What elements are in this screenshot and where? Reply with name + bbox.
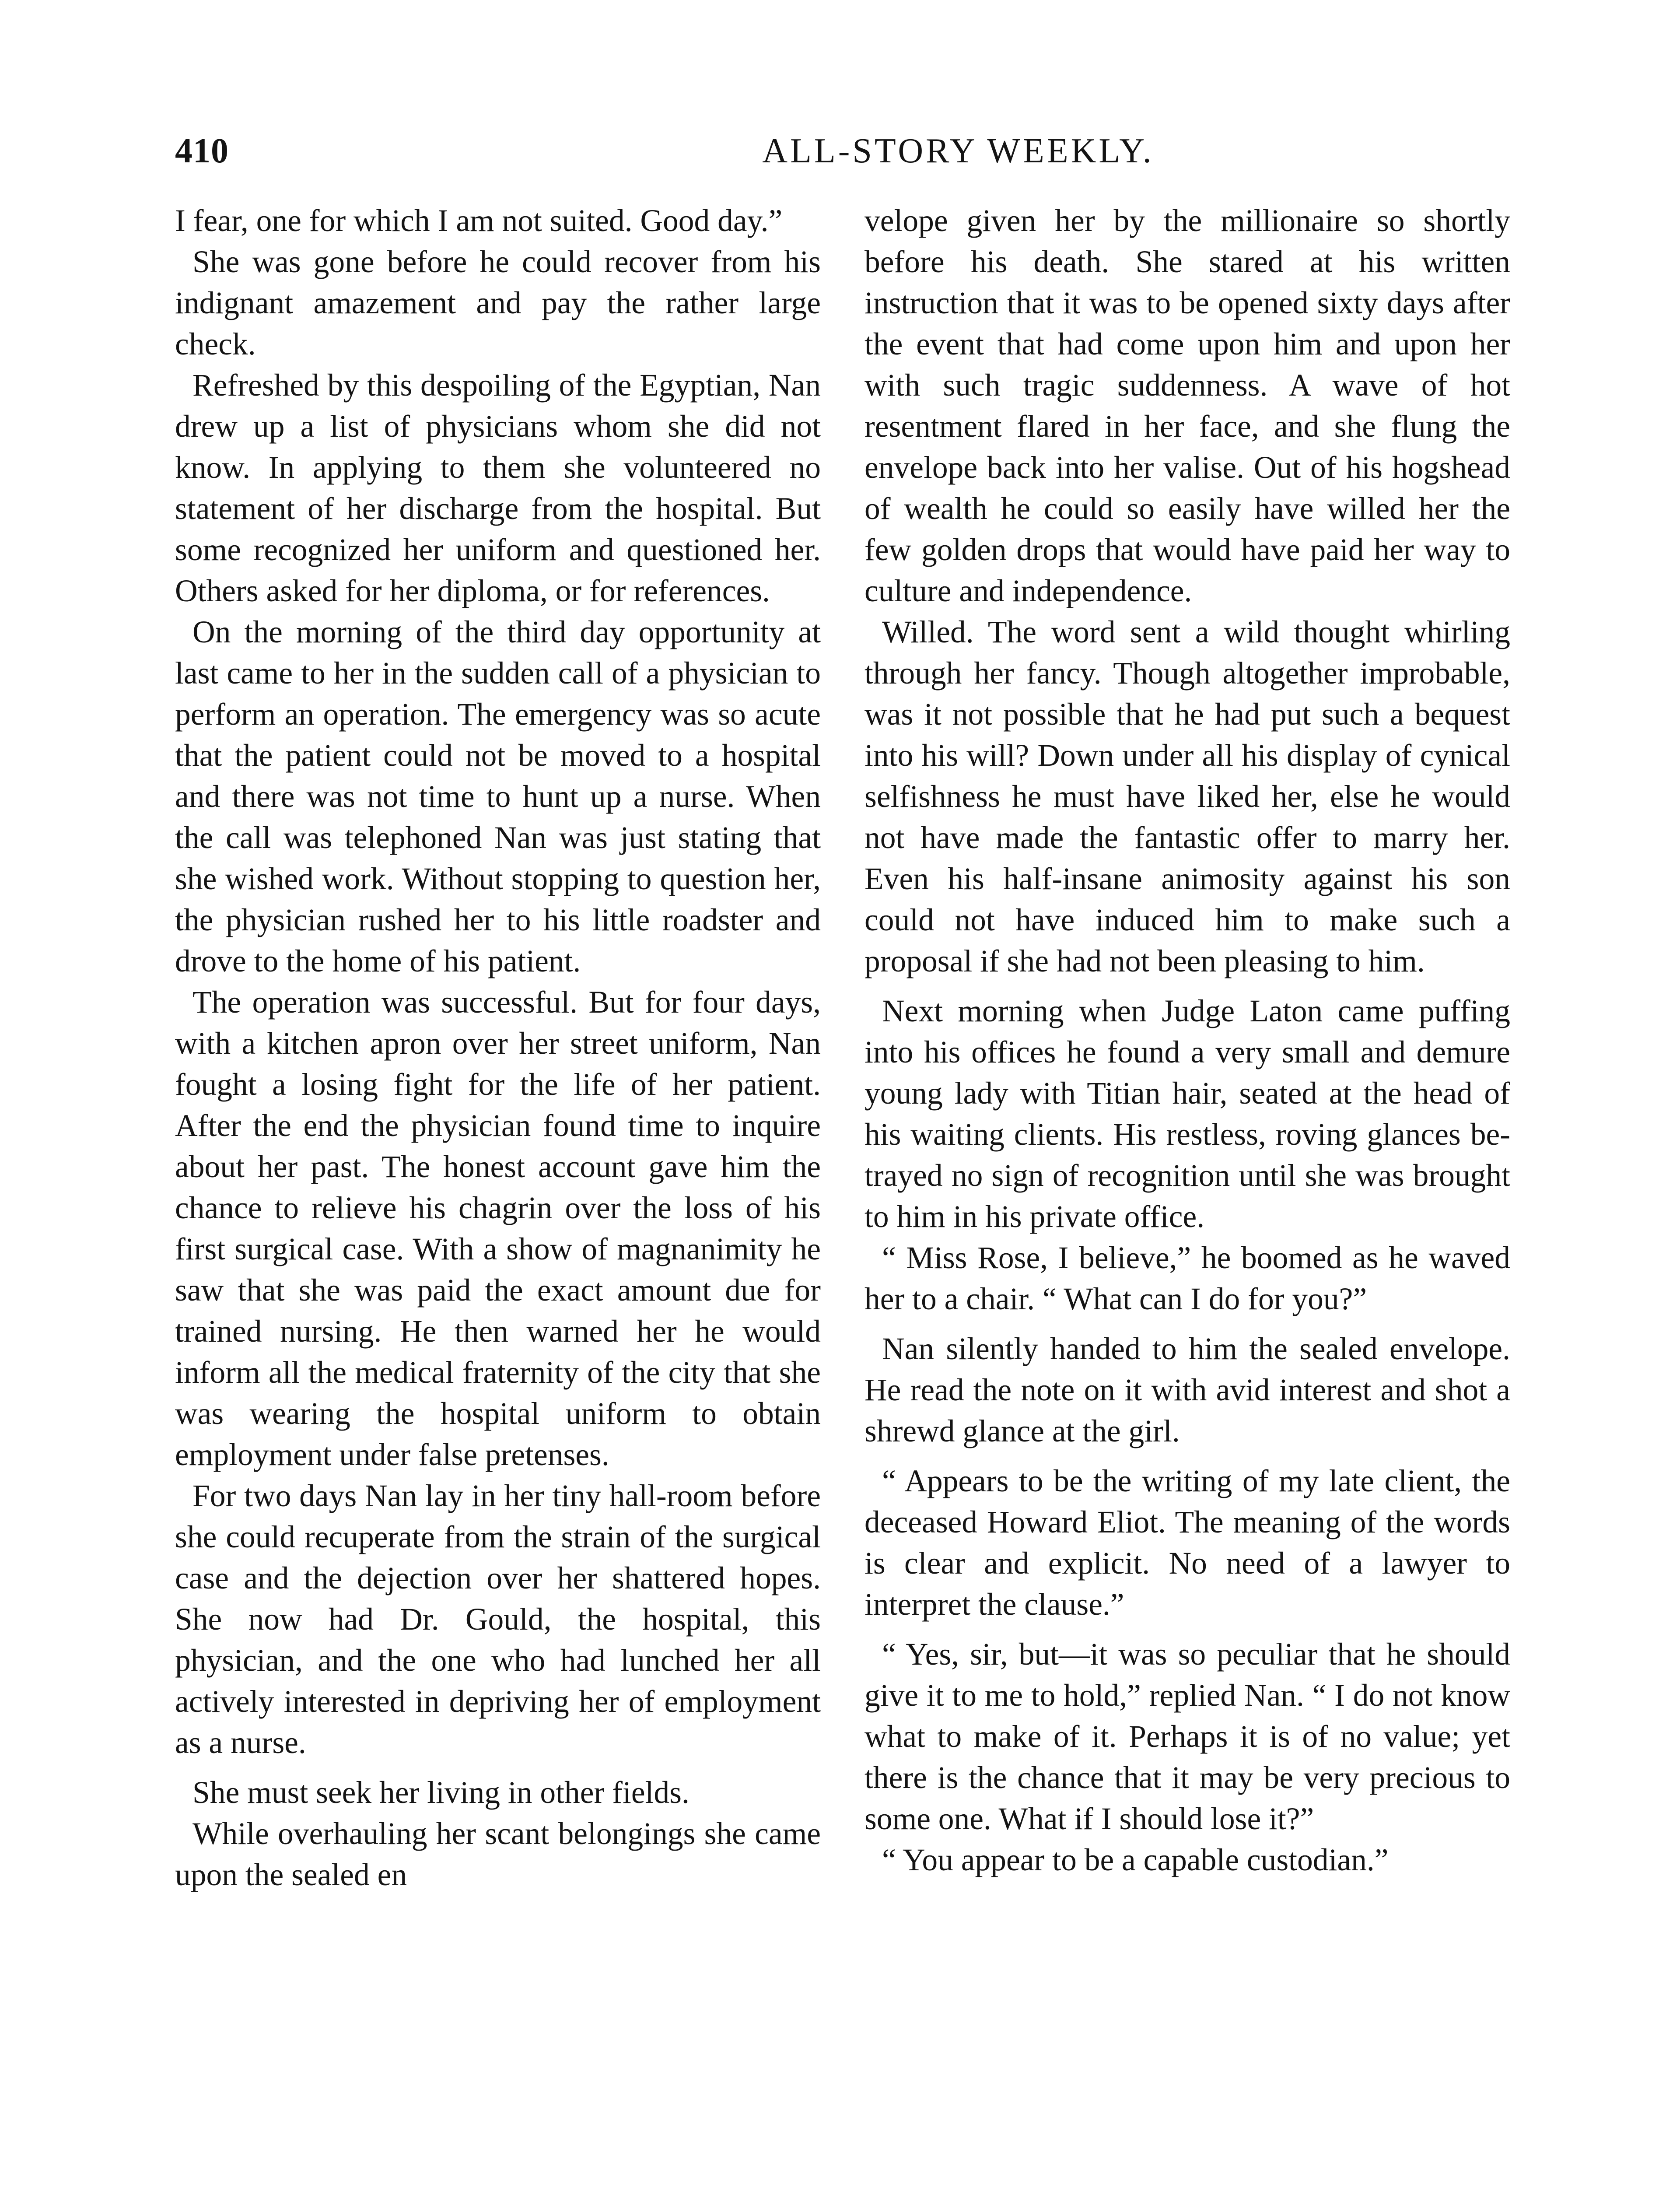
page-number: 410 — [175, 132, 229, 170]
paragraph: While overhauling her scant belongings she came upon the sealed en — [175, 1816, 821, 1892]
paragraph: “ Miss Rose, I believe,” he boomed as he waved her to a chair. “ What can I do for you?” — [864, 1241, 1510, 1316]
paragraph: On the morning of the third day opportunity at last came to her in the sudden call of a physician to perform an operation. The emergency was so acute that the patient could not be moved to a hospital and there was not time to hunt up a nurse. When the call was telephoned Nan was just stating that she wished work. Without stopping to question her, the physician rushed her to his little roadster and drove to the home of his patient. — [175, 615, 821, 978]
right-column — [864, 200, 1510, 1881]
left-column — [175, 200, 821, 1896]
paragraph: velope given her by the millionaire so shortly before his death. She stared at his written instruction that it was to be opened sixty days after the event that had come upon him and upon her with such tragic suddenness. A wave of hot resentment flared in her face, and she flung the envelope back into her valise. Out of his hogshead of wealth he could so easily have willed her the few golden drops that would have paid her way to culture and independence. — [864, 203, 1510, 608]
page-header — [175, 127, 1514, 184]
paragraph: “ Appears to be the writing of my late client, the deceased Howard Eliot. The meaning of the words is clear and explicit. No need of a lawyer to interpret the clause.” — [864, 1464, 1510, 1622]
paragraph: Nan silently handed to him the sealed envelope. He read the note on it with avid interest and shot a shrewd glance at the girl. — [864, 1332, 1510, 1448]
paragraph: Next morning when Judge Laton came puffing into his offices he found a very small and demure young lady with Titian hair, seated at the head of his waiting clients. His restless, roving glances betrayed no sign of recognition until she was brought to him in his private office. — [864, 994, 1510, 1234]
paragraph: “ You appear to be a capable custodian.” — [882, 1843, 1389, 1877]
paragraph: Refreshed by this despoiling of the Egyptian, Nan drew up a list of physicians whom she did not know. In applying to them she volunteered no statement of her discharge from the hospital. But some recognized her uniform and questioned her. Others asked for her diploma, or for references. — [175, 368, 821, 608]
paragraph: She was gone before he could recover from his indignant amazement and pay the rather large check. — [175, 245, 821, 361]
paragraph: Willed. The word sent a wild thought whirling through her fancy. Though altogether improbable, was it not possible that he had put such a bequest into his will? Down under all his display of cynical selfishness he must have liked her, else he would not have made the fantastic offer to marry her. Even his half-insane animosity against his son could not have induced him to make such a proposal if she had not been pleasing to him. — [864, 615, 1510, 978]
paragraph: “ Yes, sir, but—it was so peculiar that he should give it to me to hold,” replied Nan. “ I do not know what to make of it. Perhaps it is of no value; yet there is the chance that it may be very precious to some one. What if I should lose it?” — [864, 1637, 1510, 1836]
paragraph: I fear, one for which I am not suited. Good day.” — [175, 203, 783, 238]
paragraph: She must seek her living in other fields. — [192, 1775, 690, 1810]
paragraph: For two days Nan lay in her tiny hall-room before she could recuperate from the strain of the surgical case and the dejection over her shattered hopes. She now had Dr. Gould, the hospital, this physician, and the one who had lunched her all actively interested in depriving her of employment as a nurse. — [175, 1479, 821, 1760]
paragraph: The operation was successful. But for four days, with a kitchen apron over her street uniform, Nan fought a losing fight for the life of her patient. After the end the physician found time to inquire about her past. The honest account gave him the chance to relieve his chagrin over the loss of his first surgical case. With a show of magnanimity he saw that she was paid the exact amount due for trained nursing. He then warned her he would inform all the medical fraternity of the city that she was wearing the hospital uniform to obtain employment under false pretenses. — [175, 985, 821, 1472]
running-head: ALL-STORY WEEKLY. — [762, 132, 1154, 170]
